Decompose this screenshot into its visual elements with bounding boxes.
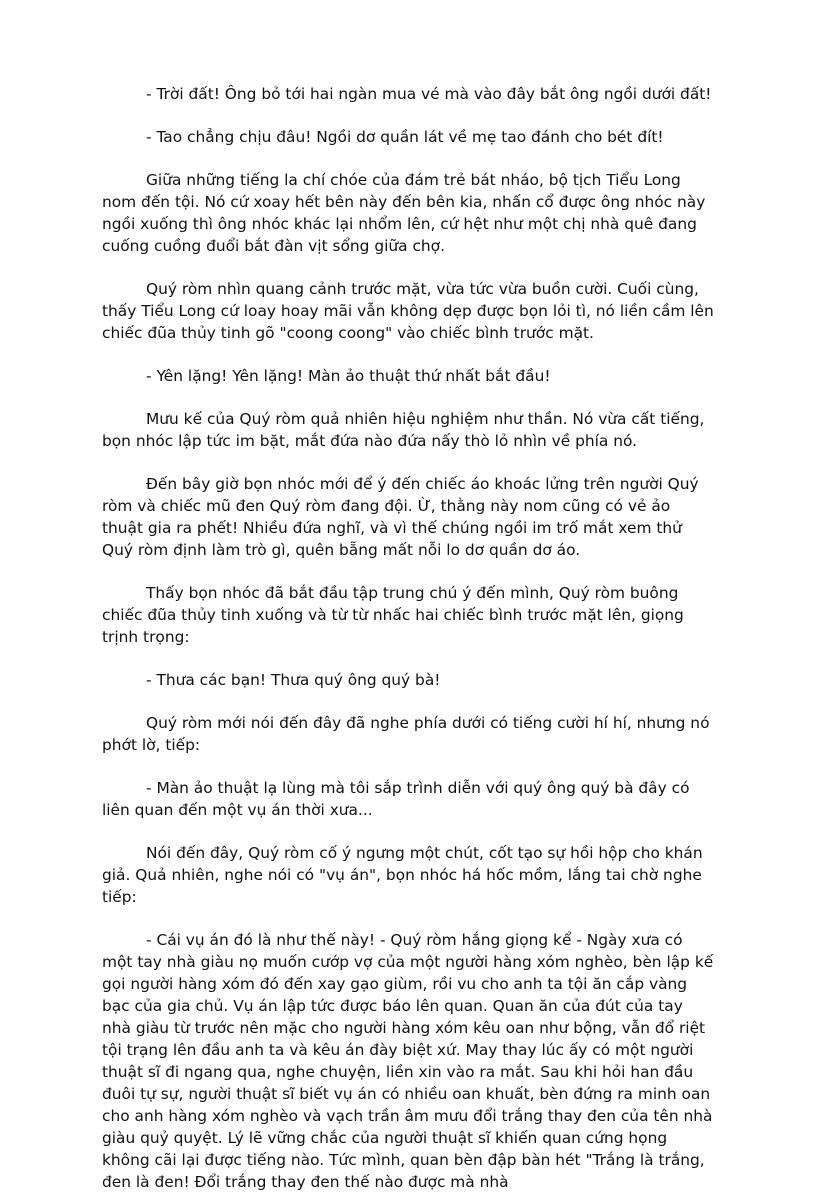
paragraph-1: - Trời đất! Ông bỏ tới hai ngàn mua vé mà vào đây bắt ông ngồi dưới đất!: [146, 85, 712, 103]
paragraph-4: Quý ròm nhìn quang cảnh trước mặt, vừa tức vừa buồn cười. Cuối cùng, thấy Tiểu Long cứ loay hoay mãi vẫn không dẹp được bọn lỏi tì, nó liền cầm lên chiếc đũa thủy tinh gõ "coong coong" vào chiếc bình trước mặt.: [102, 280, 714, 342]
paragraph-9: - Thưa các bạn! Thưa quý ông quý bà!: [146, 671, 441, 689]
paragraph-7: Đến bây giờ bọn nhóc mới để ý đến chiếc áo khoác lửng trên người Quý ròm và chiếc mũ đen Quý ròm đang đội. Ừ, thằng này nom cũng có vẻ ảo thuật gia ra phết! Nhiều đứa nghĩ, và vì thế chúng ngồi im trố mắt xem thử Quý ròm định làm trò gì, quên bẵng mất nỗi lo dơ quần dơ áo.: [102, 475, 699, 559]
paragraph-5: - Yên lặng! Yên lặng! Màn ảo thuật thứ nhất bắt đầu!: [146, 367, 551, 385]
paragraph-11: - Màn ảo thuật lạ lùng mà tôi sắp trình diễn với quý ông quý bà đây có liên quan đến một vụ án thời xưa...: [102, 779, 690, 819]
paragraph-8: Thấy bọn nhóc đã bắt đầu tập trung chú ý đến mình, Quý ròm buông chiếc đũa thủy tinh xuống và từ từ nhấc hai chiếc bình trước mặt lên, giọng trịnh trọng:: [102, 584, 684, 646]
paragraph-2: - Tao chẳng chịu đâu! Ngồi dơ quần lát về mẹ tao đánh cho bét đít!: [146, 128, 664, 146]
body-text: [102, 83, 714, 1193]
paragraph-13: - Cái vụ án đó là như thế này! - Quý ròm hắng giọng kể - Ngày xưa có một tay nhà giàu nọ muốn cướp vợ của một người hàng xóm nghèo, bèn lập kế gọi người hàng xóm đó đến xay gạo giùm, rồi vu cho anh ta tội ăn cắp vàng bạc của gia chủ. Vụ án lập tức được báo lên quan. Quan ăn của đút của tay nhà giàu từ trước nên mặc cho người hàng xóm kêu oan như bộng, vẫn đổ riệt tội trạng lên đầu anh ta và kêu án đày biệt xứ. May thay lúc ấy có một người thuật sĩ đi ngang qua, nghe chuyện, liền xin vào ra mắt. Sau khi hỏi han đầu đuôi tự sự, người thuật sĩ biết vụ án có nhiều oan khuất, bèn đứng ra minh oan cho anh hàng xóm nghèo và vạch trần âm mưu đổi trắng thay đen của tên nhà giàu quỷ quyệt. Lý lẽ vững chắc của người thuật sĩ khiến quan cứng họng không cãi lại được tiếng nào. Tức mình, quan bèn đập bàn hét "Trắng là trắng, đen là đen! Đổi trắng thay đen thế nào được mà nhà: [102, 931, 714, 1191]
paragraph-10: Quý ròm mới nói đến đây đã nghe phía dưới có tiếng cười hí hí, nhưng nó phớt lờ, tiếp:: [102, 714, 710, 754]
paragraph-12: Nói đến đây, Quý ròm cố ý ngưng một chút, cốt tạo sự hồi hộp cho khán giả. Quả nhiên, nghe nói có "vụ án", bọn nhóc há hốc mồm, lắng tai chờ nghe tiếp:: [102, 844, 703, 906]
paragraph-3: Giữa những tiếng la chí chóe của đám trẻ bát nháo, bộ tịch Tiểu Long nom đến tội. Nó cứ xoay hết bên này đến bên kia, nhấn cổ được ông nhóc này ngồi xuống thì ông nhóc khác lại nhổm lên, cứ hệt như một chị nhà quê đang cuống cuồng đuổi bắt đàn vịt sổng giữa chợ.: [102, 171, 706, 255]
paragraph-6: Mưu kế của Quý ròm quả nhiên hiệu nghiệm như thần. Nó vừa cất tiếng, bọn nhóc lập tức im bặt, mắt đứa nào đứa nấy thò lỏ nhìn về phía nó.: [102, 410, 705, 450]
